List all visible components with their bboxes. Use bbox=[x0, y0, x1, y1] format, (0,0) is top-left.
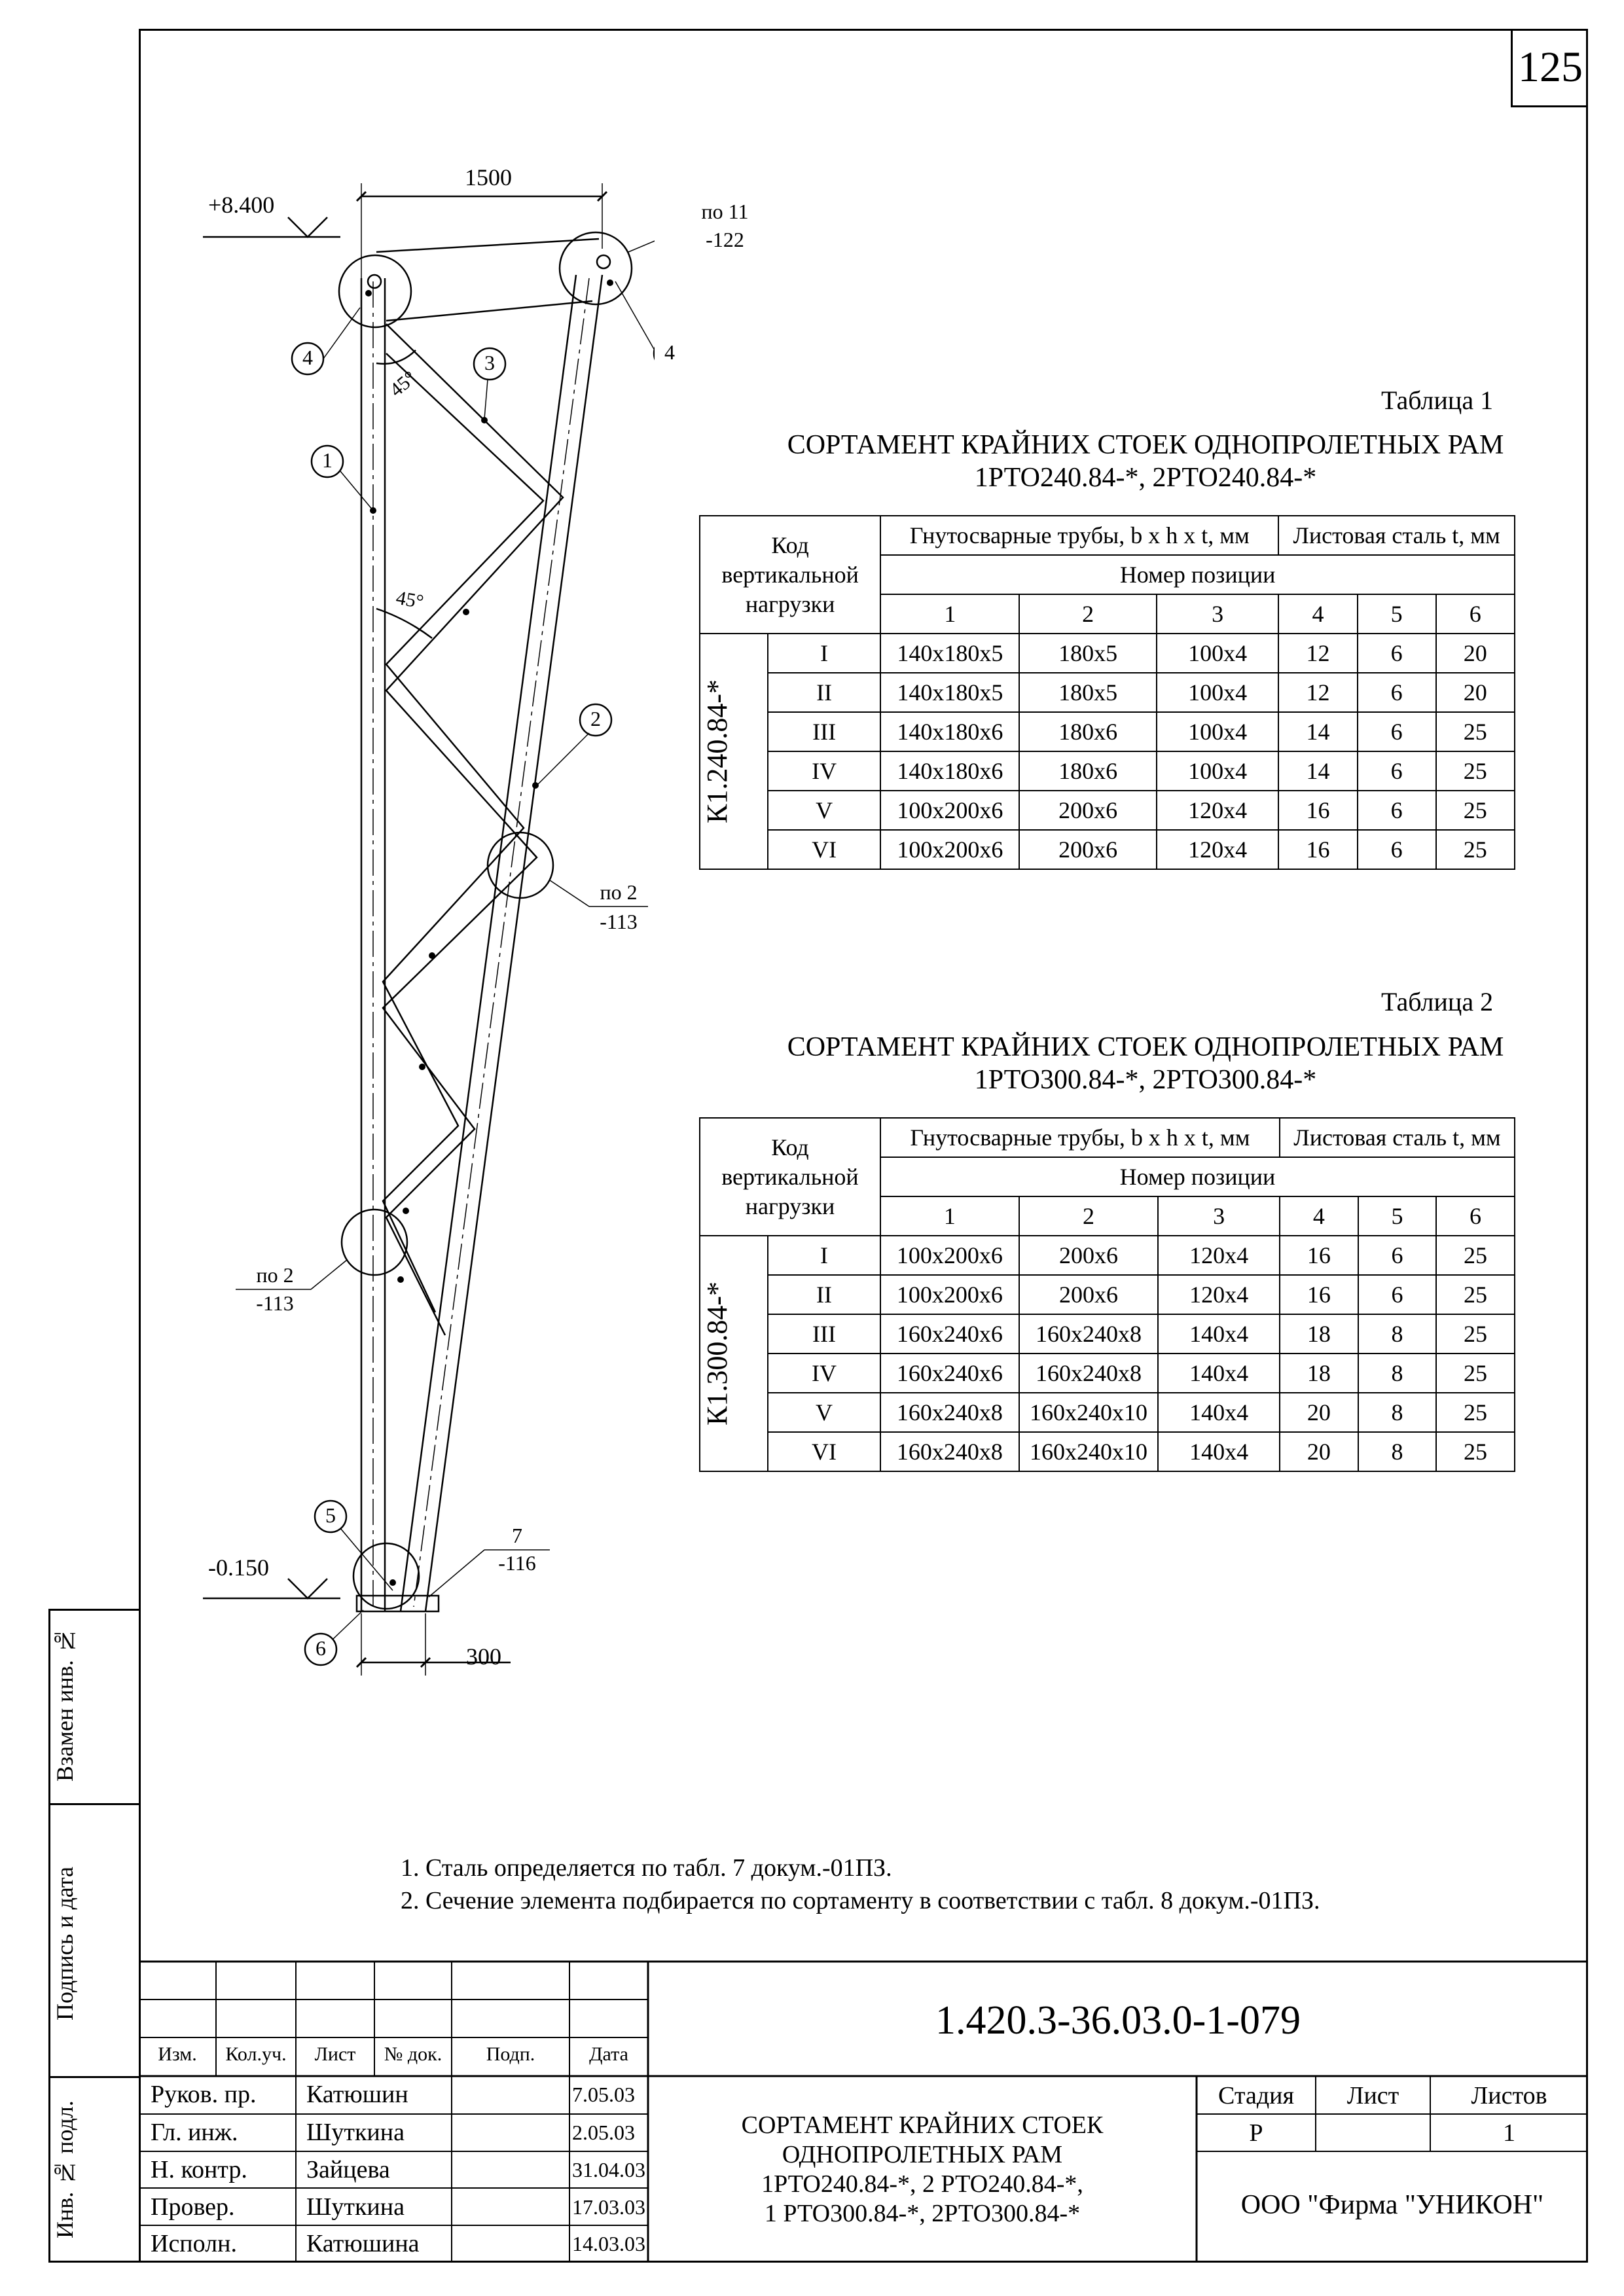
table1-cell: V bbox=[768, 791, 880, 830]
stamp-sheets-label: Листов bbox=[1471, 2082, 1547, 2109]
stamp-role-2: Гл. инж. bbox=[151, 2119, 238, 2146]
stamp-date-1: 7.05.03 bbox=[572, 2083, 635, 2106]
callout-2: 2 bbox=[590, 707, 601, 730]
table2-cell: 8 bbox=[1358, 1432, 1436, 1471]
table2-pos: 1 bbox=[880, 1196, 1019, 1236]
stamp-title-2: ОДНОПРОЛЕТНЫХ РАМ bbox=[782, 2141, 1063, 2168]
table2-pos-header: Номер позиции bbox=[880, 1157, 1515, 1196]
table2-cell: 120x4 bbox=[1158, 1236, 1280, 1275]
stamp-date-5: 14.03.03 bbox=[572, 2232, 645, 2255]
table1-cell: IV bbox=[768, 751, 880, 791]
table1-cell: 20 bbox=[1436, 634, 1515, 673]
table2-cell: 160x240x8 bbox=[1019, 1314, 1159, 1354]
stamp-role-3: Н. контр. bbox=[151, 2156, 247, 2183]
ref-top-right-bottom: -122 bbox=[706, 228, 744, 251]
table1-cell: 6 bbox=[1358, 634, 1436, 673]
table2-cell: 160x240x8 bbox=[1019, 1354, 1159, 1393]
table1-cell: II bbox=[768, 673, 880, 712]
table1-title-2: 1РТО240.84-*, 2РТО240.84-* bbox=[974, 463, 1317, 493]
table1-pipes-header: Гнутосварные трубы, b x h x t, мм bbox=[880, 516, 1278, 555]
table1-cell: 200x6 bbox=[1019, 791, 1156, 830]
stamp-role-4: Провер. bbox=[151, 2193, 235, 2221]
table2-pos: 5 bbox=[1358, 1196, 1436, 1236]
stamp-title-3: 1РТО240.84-*, 2 РТО240.84-*, bbox=[761, 2170, 1083, 2198]
table1-cell: 16 bbox=[1278, 791, 1357, 830]
table2-cell: 8 bbox=[1358, 1314, 1436, 1354]
ref-top-right-top: по 11 bbox=[701, 200, 749, 223]
table1-cell: 180x6 bbox=[1019, 751, 1156, 791]
table2-cell: 160x240x6 bbox=[880, 1354, 1019, 1393]
elevation-top: +8.400 bbox=[208, 192, 275, 218]
table1-cell: I bbox=[768, 634, 880, 673]
table1-cell: 180x5 bbox=[1019, 634, 1156, 673]
table1-cell: 6 bbox=[1358, 791, 1436, 830]
table1-cell: 12 bbox=[1278, 634, 1357, 673]
table2-cell: 25 bbox=[1436, 1432, 1515, 1471]
table2-cell: I bbox=[768, 1236, 880, 1275]
table2-cell: 20 bbox=[1280, 1393, 1358, 1432]
table1-cell: 14 bbox=[1278, 712, 1357, 751]
stamp-stage-label: Стадия bbox=[1218, 2082, 1294, 2109]
stamp-name-1: Катюшин bbox=[306, 2081, 408, 2108]
ref-mid-right-top: по 2 bbox=[600, 880, 638, 904]
table2-code-header: Код вертикальной нагрузки bbox=[700, 1118, 880, 1236]
table1-cell: 6 bbox=[1358, 673, 1436, 712]
stamp-date-3: 31.04.03 bbox=[572, 2158, 645, 2181]
callout-3: 3 bbox=[484, 351, 495, 374]
table1-cell: 20 bbox=[1436, 673, 1515, 712]
table2-cell: 25 bbox=[1436, 1236, 1515, 1275]
stamp-col-kol: Кол.уч. bbox=[225, 2043, 287, 2065]
table2-cell: 6 bbox=[1358, 1275, 1436, 1314]
ref-mid-left-bottom: -113 bbox=[256, 1291, 294, 1315]
table1-cell: 140x180x6 bbox=[880, 712, 1019, 751]
table2-cell: 160x240x6 bbox=[880, 1314, 1019, 1354]
table2-cell: 160x240x8 bbox=[880, 1432, 1019, 1471]
table2-cell: 20 bbox=[1280, 1432, 1358, 1471]
table2-title-1: СОРТАМЕНТ КРАЙНИХ СТОЕК ОДНОПРОЛЕТНЫХ РАМ bbox=[787, 1032, 1504, 1062]
table2-cell: 140x4 bbox=[1158, 1314, 1280, 1354]
note-1: 1. Сталь определяется по табл. 7 докум.-01ПЗ. bbox=[401, 1854, 892, 1882]
table2-cell: 25 bbox=[1436, 1314, 1515, 1354]
table1-cell: 100x200x6 bbox=[880, 791, 1019, 830]
table2-cell: 100x200x6 bbox=[880, 1236, 1019, 1275]
stamp-col-doc: № док. bbox=[384, 2043, 442, 2065]
table2-pos: 2 bbox=[1019, 1196, 1159, 1236]
table2-cell: 200x6 bbox=[1019, 1275, 1159, 1314]
stamp-role-5: Исполн. bbox=[151, 2230, 237, 2257]
table2-pos: 3 bbox=[1158, 1196, 1280, 1236]
table1-cell: 6 bbox=[1358, 751, 1436, 791]
table1-pos-header: Номер позиции bbox=[880, 555, 1515, 594]
stamp-sheet-label: Лист bbox=[1346, 2082, 1399, 2109]
side-label-inv-no: Инв. № подл. bbox=[52, 2100, 78, 2239]
stamp-company: ООО "Фирма "УНИКОН" bbox=[1240, 2190, 1544, 2220]
callout-4-right: 4 bbox=[664, 340, 675, 364]
table2-cell: 25 bbox=[1436, 1354, 1515, 1393]
angle-label-2: 45° bbox=[394, 586, 425, 613]
note-2: 2. Сечение элемента подбирается по сортаменту в соответствии с табл. 8 докум.-01ПЗ. bbox=[401, 1887, 1320, 1914]
table1-pos: 4 bbox=[1278, 594, 1357, 634]
callout-5: 5 bbox=[325, 1503, 336, 1527]
table1-cell: 25 bbox=[1436, 751, 1515, 791]
ref-mid-right-bottom: -113 bbox=[600, 910, 638, 933]
table2-title-2: 1РТО300.84-*, 2РТО300.84-* bbox=[974, 1065, 1317, 1095]
table1-cell: 140x180x6 bbox=[880, 751, 1019, 791]
table1-cell: 6 bbox=[1358, 830, 1436, 869]
table2-cell: 18 bbox=[1280, 1314, 1358, 1354]
ref-bottom-bottom: -116 bbox=[498, 1551, 536, 1575]
table2-cell: 18 bbox=[1280, 1354, 1358, 1393]
table1-cell: 200x6 bbox=[1019, 830, 1156, 869]
table1-cell: III bbox=[768, 712, 880, 751]
table1-cell: 120x4 bbox=[1157, 830, 1278, 869]
table1-sheet-header: Листовая сталь t, мм bbox=[1278, 516, 1515, 555]
stamp-title-4: 1 РТО300.84-*, 2РТО300.84-* bbox=[764, 2200, 1081, 2227]
table1-cell: 100x4 bbox=[1157, 751, 1278, 791]
stamp-col-izm: Изм. bbox=[158, 2043, 197, 2065]
stamp-doc-code: 1.420.3-36.03.0-1-079 bbox=[935, 1998, 1301, 2043]
table1-cell: 180x6 bbox=[1019, 712, 1156, 751]
callout-1: 1 bbox=[322, 448, 333, 472]
stamp-date-4: 17.03.03 bbox=[572, 2195, 645, 2219]
stamp-col-list: Лист bbox=[314, 2043, 356, 2065]
table2-cell: 120x4 bbox=[1158, 1275, 1280, 1314]
table1-cell: 120x4 bbox=[1157, 791, 1278, 830]
table2-cell: II bbox=[768, 1275, 880, 1314]
table1-cell: VI bbox=[768, 830, 880, 869]
table1-cell: 100x4 bbox=[1157, 634, 1278, 673]
table1-pos: 6 bbox=[1436, 594, 1515, 634]
table1-cell: 16 bbox=[1278, 830, 1357, 869]
table1-cell: 25 bbox=[1436, 791, 1515, 830]
table1-title-1: СОРТАМЕНТ КРАЙНИХ СТОЕК ОДНОПРОЛЕТНЫХ РАМ bbox=[787, 430, 1504, 460]
dim-bottom-label: 300 bbox=[466, 1643, 501, 1670]
stamp-title-1: СОРТАМЕНТ КРАЙНИХ СТОЕК bbox=[741, 2111, 1104, 2139]
table1-cell: 180x5 bbox=[1019, 673, 1156, 712]
table2-cell: 25 bbox=[1436, 1393, 1515, 1432]
table2-cell: 160x240x8 bbox=[880, 1393, 1019, 1432]
table2-sheet-header: Листовая сталь t, мм bbox=[1280, 1118, 1515, 1157]
table2-cell: V bbox=[768, 1393, 880, 1432]
stamp-date-2: 2.05.03 bbox=[572, 2121, 635, 2144]
stamp-name-3: Зайцева bbox=[306, 2156, 390, 2183]
table1-cell: 12 bbox=[1278, 673, 1357, 712]
table1-pos: 2 bbox=[1019, 594, 1156, 634]
table2-cell: 160x240x10 bbox=[1019, 1393, 1159, 1432]
side-label-replaced: Взамен инв. № bbox=[52, 1628, 78, 1782]
table2-pos: 6 bbox=[1436, 1196, 1515, 1236]
table2-cell: III bbox=[768, 1314, 880, 1354]
side-label-sign-date: Подпись и дата bbox=[52, 1867, 78, 2021]
table1-cell: 100x4 bbox=[1157, 673, 1278, 712]
table2-cell: 16 bbox=[1280, 1275, 1358, 1314]
table2-group: К1.300.84-* bbox=[700, 1236, 768, 1471]
table1-pos: 3 bbox=[1157, 594, 1278, 634]
stamp-sheets-value: 1 bbox=[1503, 2119, 1515, 2147]
table1-cell: 100x4 bbox=[1157, 712, 1278, 751]
table2-pipes-header: Гнутосварные трубы, b x h x t, мм bbox=[880, 1118, 1280, 1157]
table2-cell: 8 bbox=[1358, 1354, 1436, 1393]
stamp-col-date: Дата bbox=[589, 2043, 628, 2065]
table2-cell: 25 bbox=[1436, 1275, 1515, 1314]
table2-cell: 140x4 bbox=[1158, 1393, 1280, 1432]
table1-cell: 140x180x5 bbox=[880, 634, 1019, 673]
stamp-col-sign: Подп. bbox=[486, 2043, 535, 2065]
table1-cell: 100x200x6 bbox=[880, 830, 1019, 869]
table1-group: К1.240.84-* bbox=[700, 634, 768, 869]
callout-6: 6 bbox=[316, 1636, 326, 1660]
table2-cell: 8 bbox=[1358, 1393, 1436, 1432]
table2-cell: 200x6 bbox=[1019, 1236, 1159, 1275]
sheet-number: 125 bbox=[1511, 29, 1588, 107]
table1-code-header: Код вертикальной нагрузки bbox=[700, 516, 880, 634]
table2-cell: 6 bbox=[1358, 1236, 1436, 1275]
table2-cell: VI bbox=[768, 1432, 880, 1471]
table2-cell: 160x240x10 bbox=[1019, 1432, 1159, 1471]
table1-pos: 1 bbox=[880, 594, 1019, 634]
table2-cell: 16 bbox=[1280, 1236, 1358, 1275]
table1-pos: 5 bbox=[1358, 594, 1436, 634]
table1-cell: 25 bbox=[1436, 830, 1515, 869]
stamp-name-5: Катюшина bbox=[306, 2230, 420, 2257]
table2-cell: 100x200x6 bbox=[880, 1275, 1019, 1314]
table1-cell: 140x180x5 bbox=[880, 673, 1019, 712]
stamp-name-4: Шуткина bbox=[306, 2193, 405, 2221]
table1-cell: 14 bbox=[1278, 751, 1357, 791]
table2-pos: 4 bbox=[1280, 1196, 1358, 1236]
ref-mid-left-top: по 2 bbox=[256, 1263, 294, 1287]
table2-cell: IV bbox=[768, 1354, 880, 1393]
angle-label-1: 45° bbox=[385, 367, 421, 401]
table1-caption: Таблица 1 bbox=[1381, 386, 1494, 415]
table2-caption: Таблица 2 bbox=[1381, 987, 1494, 1016]
table1-cell: 25 bbox=[1436, 712, 1515, 751]
stamp-name-2: Шуткина bbox=[306, 2119, 405, 2146]
table2-cell: 140x4 bbox=[1158, 1432, 1280, 1471]
stamp-stage-value: Р bbox=[1249, 2119, 1263, 2147]
elevation-bottom: -0.150 bbox=[208, 1554, 269, 1581]
stamp-role-1: Руков. пр. bbox=[151, 2081, 257, 2108]
table1-cell: 6 bbox=[1358, 712, 1436, 751]
dim-top-label: 1500 bbox=[465, 164, 512, 190]
table2-cell: 140x4 bbox=[1158, 1354, 1280, 1393]
callout-4-left: 4 bbox=[302, 346, 313, 369]
ref-bottom-top: 7 bbox=[512, 1524, 522, 1547]
